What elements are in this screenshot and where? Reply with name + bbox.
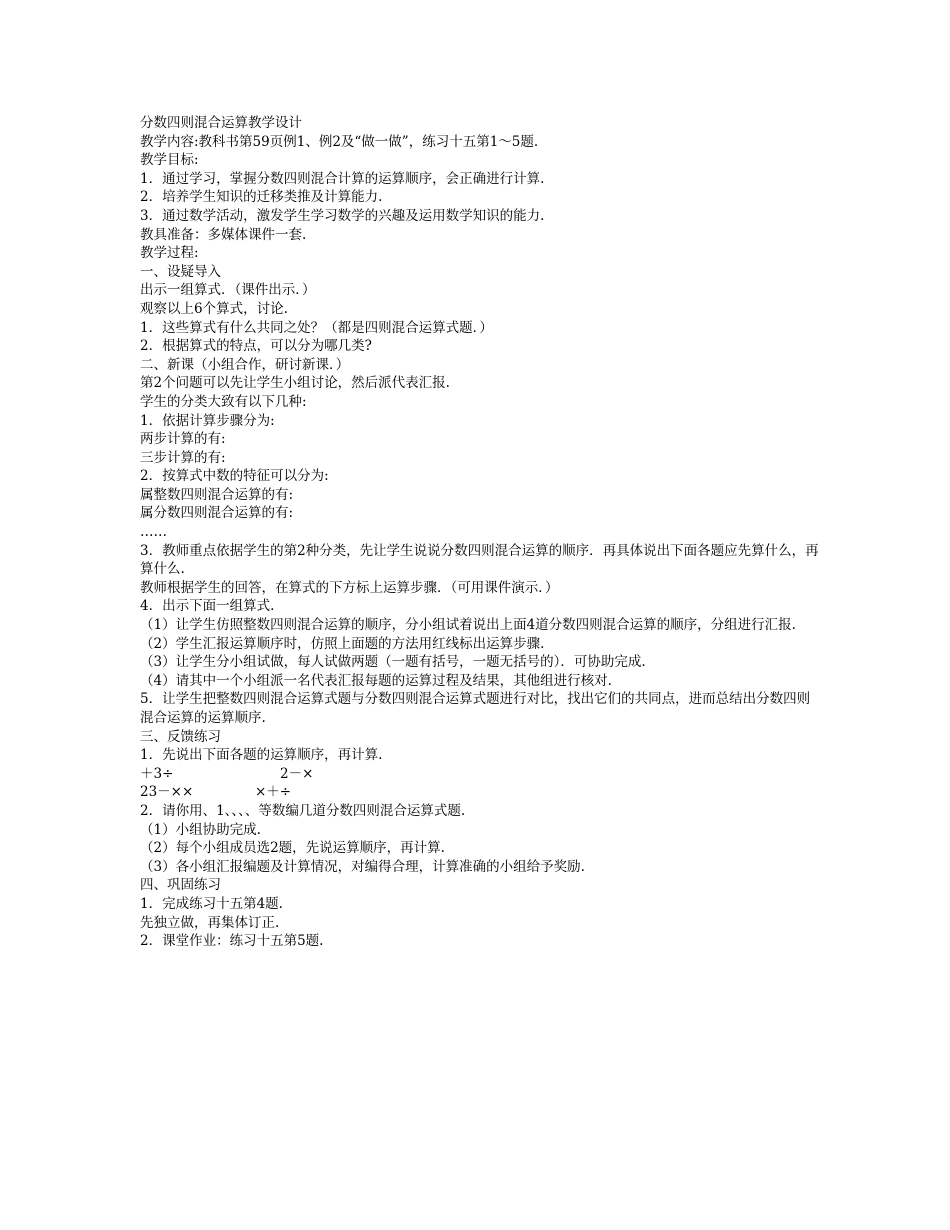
- goal-item: 2．培养学生知识的迁移类推及计算能力.: [140, 189, 383, 206]
- expression: ×＋÷: [255, 784, 292, 801]
- goal-item: 3．通过数学活动，激发学生学习数学的兴趣及运用数学知识的能力.: [140, 207, 545, 224]
- section-heading: 二、新课（小组合作，研讨新课．）: [140, 356, 350, 373]
- section-heading: 三、反馈练习: [140, 728, 221, 745]
- paragraph: （3）各小组汇报编题及计算情况，对编得合理，计算准确的小组给予奖励.: [140, 858, 585, 875]
- paragraph: 1．完成练习十五第4题.: [140, 895, 283, 912]
- paragraph: （4）请其中一个小组派一名代表汇报每题的运算过程及结果，其他组进行核对.: [140, 672, 612, 689]
- paragraph: 2．请你用、1、、、、等数编几道分数四则混合运算式题.: [140, 802, 466, 819]
- paragraph: 第2个问题可以先让学生小组讨论，然后派代表汇报.: [140, 375, 450, 392]
- expression-row: [140, 783, 820, 802]
- paragraph: （3）让学生分小组试做，每人试做两题（一题有括号，一题无括号的）．可协助完成.: [140, 654, 646, 671]
- paragraph: 5．让学生把整数四则混合运算式题与分数四则混合运算式题进行对比，找出它们的共同点，进而总结出分数四则混合运算的运算顺序.: [140, 691, 811, 726]
- paragraph: 2．按算式中数的特征可以分为:: [140, 468, 329, 485]
- tools-line: 教具准备：多媒体课件一套.: [140, 226, 307, 243]
- section-heading: 四、巩固练习: [140, 877, 221, 894]
- paragraph: （1）让学生仿照整数四则混合运算的顺序，分小组试着说出上面4道分数四则混合运算的顺序，分组进行汇报.: [140, 617, 796, 634]
- paragraph: 先独立做，再集体订正.: [140, 914, 280, 931]
- paragraph: 观察以上6个算式，讨论.: [140, 300, 288, 317]
- paragraph: （1）小组协助完成.: [140, 821, 261, 838]
- paragraph: （2）每个小组成员选2题，先说运算顺序，再计算.: [140, 840, 445, 857]
- paragraph: 属分数四则混合运算的有:: [140, 505, 294, 522]
- expression: ＋3÷: [140, 765, 174, 782]
- paragraph: （2）学生汇报运算顺序时，仿照上面题的方法用红线标出运算步骤.: [140, 635, 545, 652]
- paragraph: 属整数四则混合运算的有:: [140, 486, 294, 503]
- paragraph: 1．依据计算步骤分为:: [140, 412, 275, 429]
- document-title: 分数四则混合运算教学设计: [140, 115, 302, 131]
- paragraph: 3．教师重点依据学生的第2种分类，先让学生说说分数四则混合运算的顺序．再具体说出下面各题应先算什么，再算什么.: [140, 542, 819, 578]
- paragraph: 两步计算的有:: [140, 431, 226, 448]
- expression: 23－××: [140, 784, 194, 801]
- goal-item: 1．通过学习，掌握分数四则混合计算的运算顺序，会正确进行计算.: [140, 170, 545, 187]
- process-heading: 教学过程:: [140, 245, 199, 262]
- teaching-content: 教学内容:教科书第59页例1、例2及“做一做”，练习十五第1～5题.: [140, 133, 539, 150]
- paragraph: 出示一组算式．（课件出示．）: [140, 282, 316, 299]
- paragraph: 学生的分类大致有以下几种:: [140, 393, 307, 410]
- paragraph: 1．先说出下面各题的运算顺序，再计算.: [140, 747, 383, 764]
- expression-row: [140, 765, 820, 784]
- paragraph: 教师根据学生的回答，在算式的下方标上运算步骤．（可用课件演示．）: [140, 579, 559, 596]
- document-body: [140, 114, 820, 951]
- section-heading: 一、设疑导入: [140, 263, 221, 280]
- paragraph: 1．这些算式有什么共同之处？（都是四则混合运算式题．）: [140, 319, 493, 336]
- paragraph: 三步计算的有:: [140, 449, 226, 466]
- paragraph: 2．根据算式的特点，可以分为哪几类?: [140, 338, 372, 355]
- expression: 2－×: [280, 765, 314, 782]
- paragraph: ……: [140, 524, 167, 541]
- paragraph: 4．出示下面一组算式.: [140, 598, 275, 615]
- goals-heading: 教学目标:: [140, 152, 199, 169]
- paragraph: 2．课堂作业：练习十五第5题.: [140, 933, 324, 950]
